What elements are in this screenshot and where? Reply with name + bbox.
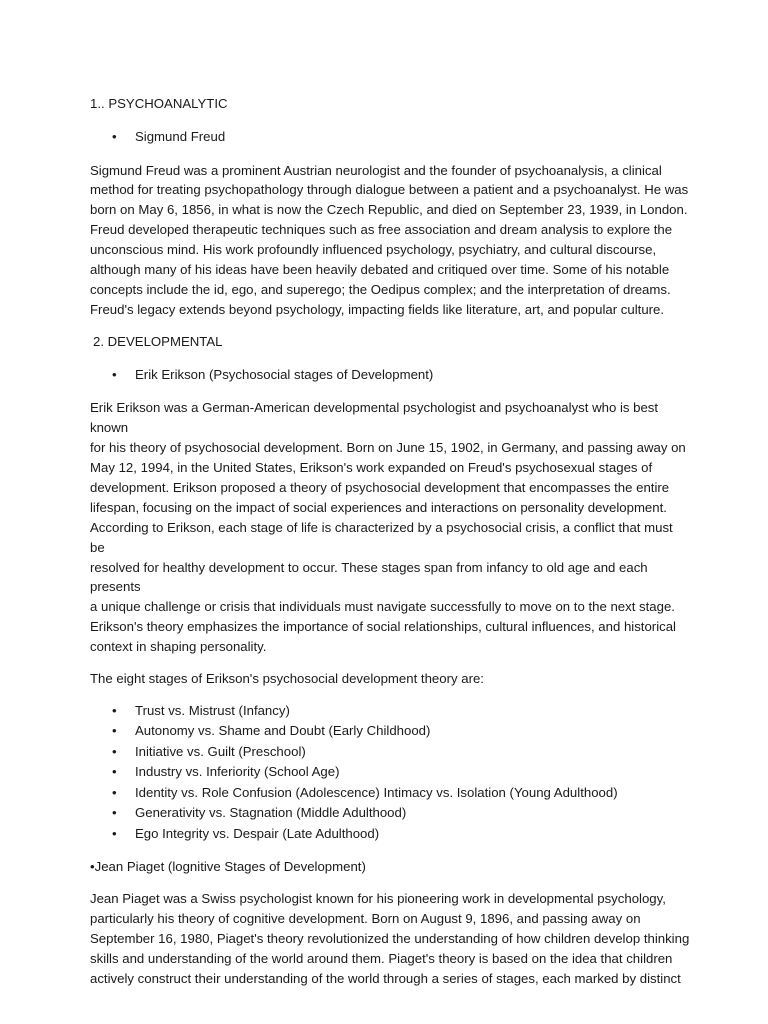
paragraph-line: concepts include the id, ego, and superego; the Oedipus complex; and the interpretation of dreams. — [90, 281, 671, 297]
bullet-icon: • — [112, 825, 117, 841]
stage-text: Industry vs. Inferiority (School Age) — [135, 764, 340, 780]
stage-text: Ego Integrity vs. Despair (Late Adulthood) — [135, 825, 380, 841]
stage-text: Identity vs. Role Confusion (Adolescence) Intimacy vs. Isolation (Young Adulthood) — [135, 784, 618, 800]
stage-text: Generativity vs. Stagnation (Middle Adulthood) — [135, 805, 407, 821]
freud-bullet-list — [90, 127, 690, 148]
section-heading-developmental: 2. DEVELOPMENTAL — [93, 333, 223, 349]
paragraph-line: development. Erikson proposed a theory of psychosocial development that encompasses the entire — [90, 479, 670, 495]
piaget-paragraph — [90, 889, 690, 989]
list-item — [90, 701, 690, 722]
paragraph-line: context in shaping personality. — [90, 639, 267, 655]
list-item — [90, 127, 690, 148]
document-body — [90, 94, 690, 1001]
paragraph-line: Erik Erikson was a German-American developmental psychologist and psychoanalyst who is best known — [90, 400, 659, 436]
paragraph-line: September 16, 1980, Piaget's theory revolutionized the understanding of how children develop thinking — [90, 931, 690, 947]
list-item — [90, 721, 690, 742]
paragraph-line: unconscious mind. His work profoundly influenced psychology, psychiatry, and cultural discourse, — [90, 242, 657, 258]
bullet-icon: • — [112, 784, 117, 800]
paragraph-line: Erikson's theory emphasizes the importance of social relationships, cultural influences, and historical — [90, 619, 676, 635]
bullet-icon: • — [112, 366, 117, 382]
list-item — [90, 783, 690, 804]
paragraph-line: method for treating psychopathology through dialogue between a patient and a psychoanalyst. He was — [90, 182, 689, 198]
list-item — [90, 365, 690, 386]
bullet-text: Sigmund Freud — [135, 129, 226, 144]
paragraph-line: Sigmund Freud was a prominent Austrian neurologist and the founder of psychoanalysis, a clinical — [90, 162, 662, 178]
bullet-icon: • — [112, 723, 117, 739]
paragraph-line: skills and understanding of the world around them. Piaget's theory is based on the idea that children — [90, 951, 673, 967]
bullet-icon: • — [112, 743, 117, 759]
bullet-icon: • — [112, 129, 117, 144]
paragraph-line: resolved for healthy development to occur. These stages span from infancy to old age and each presents — [90, 559, 648, 595]
list-item — [90, 803, 690, 824]
stage-text: Trust vs. Mistrust (Infancy) — [135, 702, 290, 718]
paragraph-line: although many of his ideas have been heavily debated and critiqued over time. Some of his notable — [90, 262, 670, 278]
freud-paragraph — [90, 161, 690, 320]
paragraph-line: for his theory of psychosocial development. Born on June 15, 1902, in Germany, and passing away on — [90, 440, 686, 456]
paragraph-line: a unique challenge or crisis that individuals must navigate successfully to move on to the next stage. — [90, 599, 675, 615]
stage-text: Initiative vs. Guilt (Preschool) — [135, 743, 306, 759]
list-item — [90, 762, 690, 783]
stages-intro: The eight stages of Erikson's psychosocial development theory are: — [90, 671, 484, 687]
paragraph-line: particularly his theory of cognitive development. Born on August 9, 1896, and passing away on — [90, 911, 641, 927]
paragraph-line: lifespan, focusing on the impact of social experiences and interactions on personality development. — [90, 499, 667, 515]
list-item — [90, 824, 690, 845]
paragraph-line: Freud's legacy extends beyond psychology, impacting fields like literature, art, and popular culture. — [90, 301, 665, 317]
erikson-paragraph — [90, 398, 690, 657]
stage-text: Autonomy vs. Shame and Doubt (Early Childhood) — [135, 723, 431, 739]
erikson-bullet-list — [90, 365, 690, 386]
bullet-icon: • — [112, 764, 117, 780]
bullet-text: Erik Erikson (Psychosocial stages of Development) — [135, 366, 434, 382]
paragraph-line: Freud developed therapeutic techniques such as free association and dream analysis to explore the — [90, 222, 673, 238]
erikson-stages-list — [90, 701, 690, 845]
bullet-icon: • — [112, 805, 117, 821]
paragraph-line: Jean Piaget was a Swiss psychologist known for his pioneering work in developmental psychology, — [90, 891, 666, 907]
piaget-bullet: •Jean Piaget (lognitive Stages of Development) — [90, 859, 366, 875]
paragraph-line: actively construct their understanding of the world through a series of stages, each marked by distinct — [90, 971, 681, 987]
section-heading-psychoanalytic: 1.. PSYCHOANALYTIC — [90, 96, 228, 111]
paragraph-line: May 12, 1994, in the United States, Erikson's work expanded on Freud's psychosexual stages of — [90, 459, 653, 475]
bullet-icon: • — [112, 702, 117, 718]
paragraph-line: born on May 6, 1856, in what is now the Czech Republic, and died on September 23, 1939, in London. — [90, 202, 688, 218]
list-item — [90, 742, 690, 763]
paragraph-line: According to Erikson, each stage of life is characterized by a psychosocial crisis, a conflict that must be — [90, 519, 673, 555]
